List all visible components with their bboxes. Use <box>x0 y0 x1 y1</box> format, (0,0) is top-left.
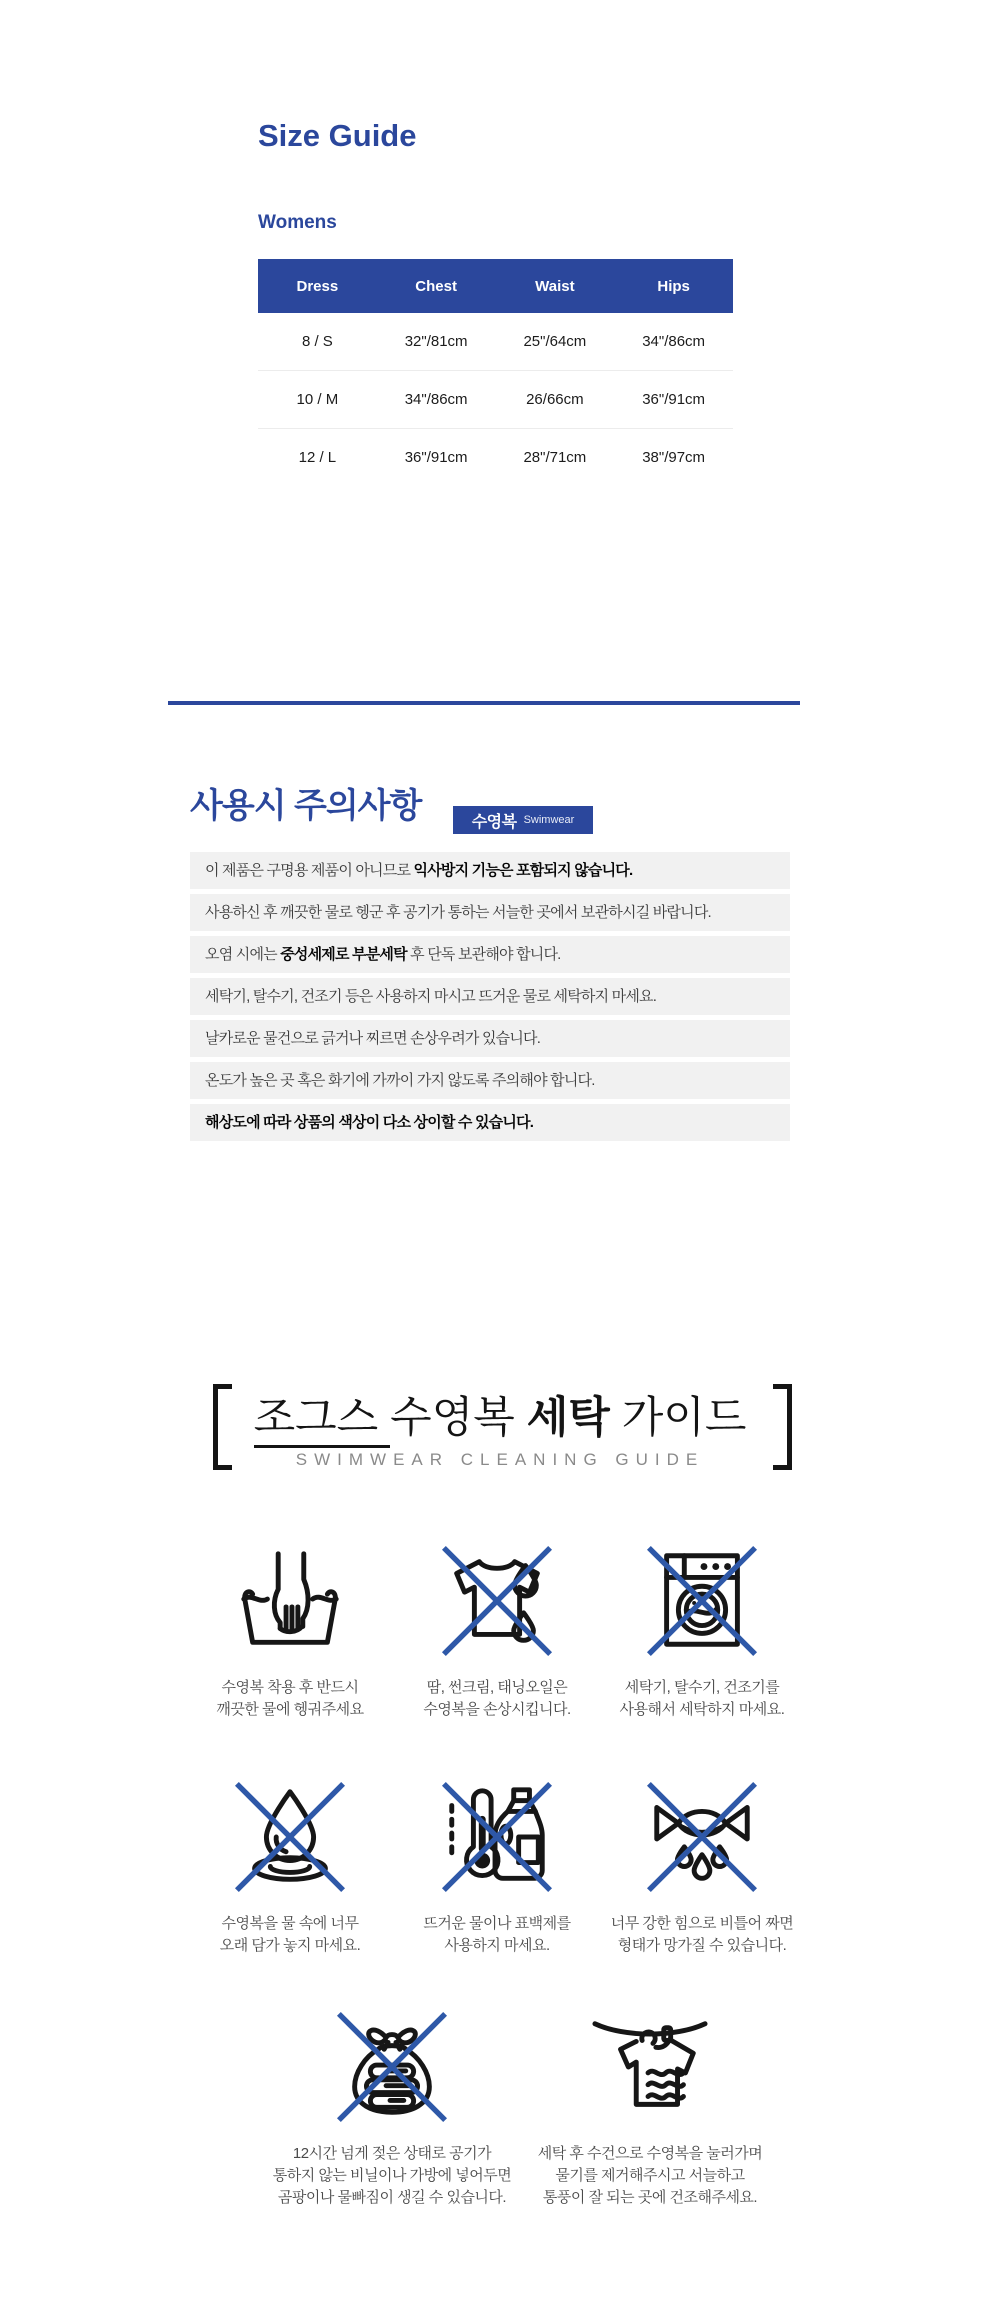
guide-item <box>495 2008 805 2209</box>
precaution-item: 이 제품은 구명용 제품이 아니므로 익사방지 기능은 포함되지 않습니다. <box>190 852 790 889</box>
table-row <box>258 371 733 429</box>
section-divider <box>168 701 800 705</box>
guide-caption: 세탁기, 탈수기, 건조기를 사용해서 세탁하지 마세요. <box>619 1679 785 1718</box>
swimwear-badge <box>453 806 593 834</box>
table-row <box>258 313 733 371</box>
table-cell: 34"/86cm <box>614 313 733 371</box>
table-cell: 36"/91cm <box>614 371 733 429</box>
table-cell: 25"/64cm <box>496 313 615 371</box>
tshirt-sweat-icon <box>438 1542 556 1660</box>
guide-caption: 수영복을 물 속에 너무 오래 담가 놓지 마세요. <box>219 1915 361 1954</box>
guide-caption: 수영복 착용 후 반드시 깨끗한 물에 헹궈주세요 <box>216 1679 364 1718</box>
table-row <box>258 429 733 487</box>
size-guide-table <box>258 259 733 486</box>
guide-caption: 세탁 후 수건으로 수영복을 눌러가며 물기를 제거해주시고 서늘하고 통풍이 잘 되는 곳에 건조해주세요. <box>537 2145 763 2206</box>
guide-caption: 뜨거운 물이나 표백제를 사용하지 마세요. <box>423 1915 571 1954</box>
cleaning-guide-title: 조그스 수영복 세탁 가이드 <box>213 1384 787 1445</box>
table-header-cell: Chest <box>377 259 496 313</box>
guide-caption: 너무 강한 힘으로 비틀어 짜면 형태가 망가질 수 있습니다. <box>610 1915 794 1954</box>
table-cell: 34"/86cm <box>377 371 496 429</box>
table-header-cell: Dress <box>258 259 377 313</box>
precaution-item: 사용하신 후 깨끗한 물로 헹군 후 공기가 통하는 서늘한 곳에서 보관하시길 바랍니다. <box>190 894 790 931</box>
table-cell: 38"/97cm <box>614 429 733 487</box>
table-cell: 12 / L <box>258 429 377 487</box>
badge-label: 수영복 <box>471 813 517 831</box>
table-cell: 10 / M <box>258 371 377 429</box>
size-guide-title: Size Guide <box>258 118 417 153</box>
precaution-item: 오염 시에는 중성세제로 부분세탁 후 단독 보관해야 합니다. <box>190 936 790 973</box>
table-cell: 32"/81cm <box>377 313 496 371</box>
precaution-item: 해상도에 따라 상품의 색상이 다소 상이할 수 있습니다. <box>190 1104 790 1141</box>
guide-item <box>567 1542 837 1721</box>
plastic-bag-icon <box>333 2008 451 2126</box>
table-header-cell: Hips <box>614 259 733 313</box>
table-body <box>258 313 733 486</box>
precaution-item: 온도가 높은 곳 혹은 화기에 가까이 가지 않도록 주의해야 합니다. <box>190 1062 790 1099</box>
precautions-title: 사용시 주의사항 <box>190 787 422 825</box>
soak-droplet-icon <box>231 1778 349 1896</box>
hand-rinse-icon <box>231 1542 349 1660</box>
guide-item <box>567 1778 837 1957</box>
precaution-list <box>190 852 790 1146</box>
precaution-item: 세탁기, 탈수기, 건조기 등은 사용하지 마시고 뜨거운 물로 세탁하지 마세요. <box>190 978 790 1015</box>
guide-caption: 12시간 넘게 젖은 상태로 공기가 통하지 않는 비닐이나 가방에 넣어두면 곰팡이나 물빠짐이 생길 수 있습니다. <box>272 2145 512 2206</box>
table-cell: 26/66cm <box>496 371 615 429</box>
guide-caption: 땀, 썬크림, 태닝오일은 수영복을 손상시킵니다. <box>423 1679 571 1718</box>
table-header-cell: Waist <box>496 259 615 313</box>
cleaning-guide-subtitle: SWIMWEAR CLEANING GUIDE <box>295 1450 705 1469</box>
washing-machine-icon <box>643 1542 761 1660</box>
badge-sublabel: Swimwear <box>523 814 575 826</box>
size-guide-womens-label: Womens <box>258 212 337 233</box>
table-cell: 36"/91cm <box>377 429 496 487</box>
table-cell: 8 / S <box>258 313 377 371</box>
table-cell: 28"/71cm <box>496 429 615 487</box>
precaution-item: 날카로운 물건으로 긁거나 찌르면 손상우려가 있습니다. <box>190 1020 790 1057</box>
table-header-row <box>258 259 733 313</box>
wring-icon <box>643 1778 761 1896</box>
hot-water-bleach-icon <box>438 1778 556 1896</box>
hang-dry-icon <box>591 2008 709 2126</box>
